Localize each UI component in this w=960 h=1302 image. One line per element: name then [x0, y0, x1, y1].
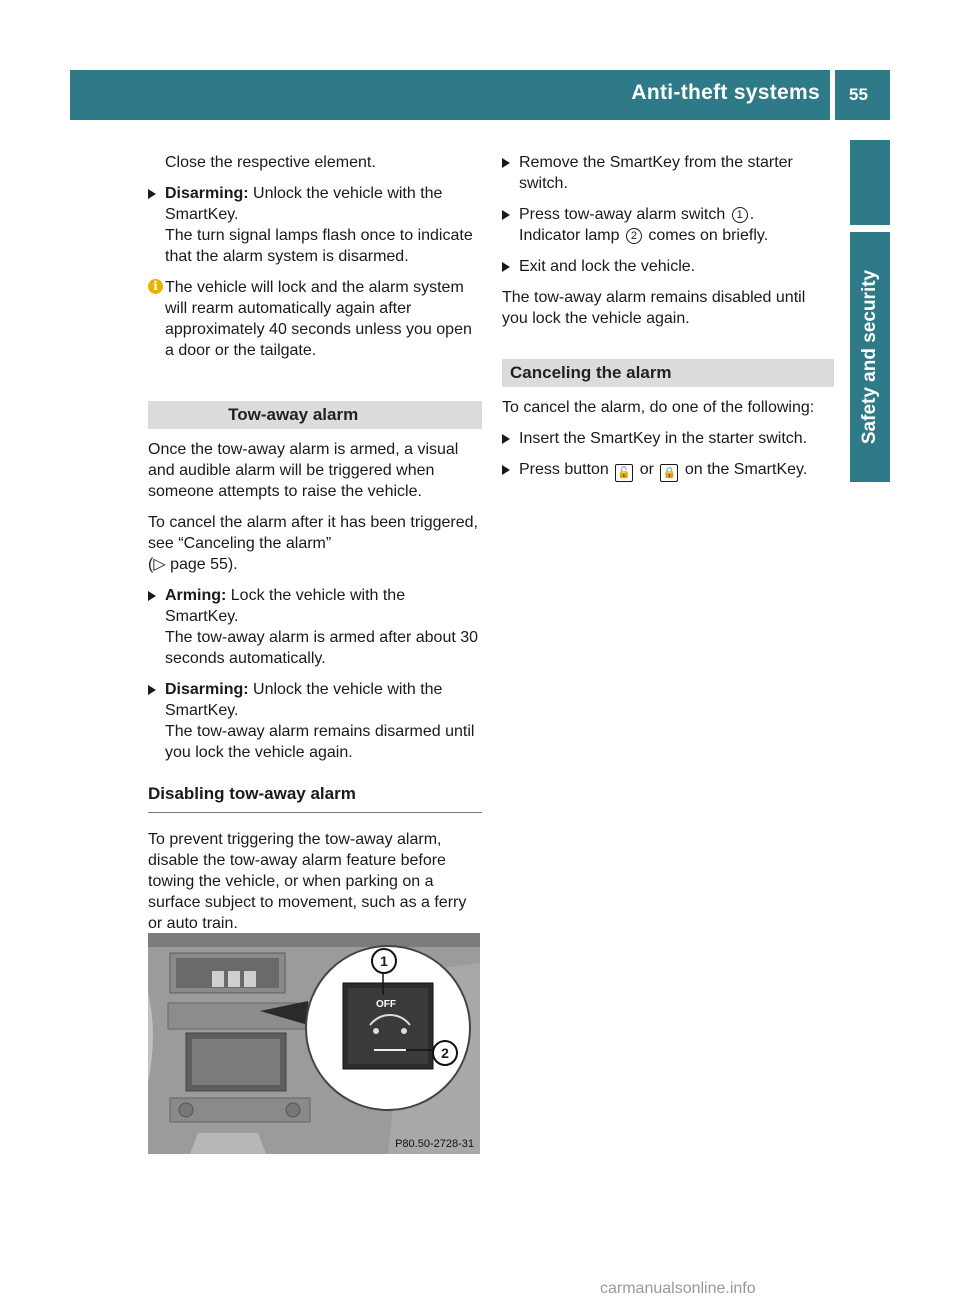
page-header: [70, 70, 830, 120]
dashboard-figure: [148, 933, 480, 1154]
step-text: comes on briefly.: [643, 227, 769, 244]
step-text: or: [635, 461, 659, 478]
step-press-button: [502, 459, 834, 482]
info-icon: i: [148, 279, 163, 294]
callout-1: 1: [371, 948, 397, 974]
step-press-switch: [502, 204, 834, 246]
step-result: The tow-away alarm remains disarmed until you lock the vehicle again.: [165, 723, 475, 761]
step-text: Press tow-away alarm switch: [519, 206, 730, 223]
step-text: Indicator lamp: [519, 227, 624, 244]
section-heading-text: Tow-away alarm: [228, 405, 359, 424]
section-heading-tow-away: [148, 401, 482, 429]
step-arrow-icon: [502, 262, 510, 272]
step-disarming-tow: [148, 679, 482, 763]
section-heading-text: Canceling the alarm: [510, 363, 672, 382]
page-reference-link[interactable]: (▷ page 55).: [148, 556, 238, 573]
step-text: .: [749, 206, 755, 223]
figure-code: P80.50-2728-31: [395, 1138, 474, 1150]
side-tab: [850, 232, 890, 482]
step-arrow-icon: [502, 434, 510, 444]
step-label: Disarming:: [165, 681, 249, 698]
page-number-box: [835, 70, 890, 120]
step-result: The tow-away alarm is armed after about 30 seconds automatically.: [165, 629, 479, 667]
step-text: on the SmartKey.: [680, 461, 808, 478]
step-text: Lock the vehicle with the SmartKey.: [165, 587, 406, 625]
side-tab-label: Safety and security: [859, 269, 880, 445]
step-arming: [148, 585, 482, 669]
page-number: 55: [849, 85, 868, 104]
tow-paragraph-1: Once the tow-away alarm is armed, a visual and audible alarm will be triggered when someone attempts to raise the vehicle.: [148, 441, 459, 500]
step-text: Unlock the vehicle with the SmartKey.: [165, 681, 443, 719]
footer-watermark: carmanualsonline.info: [600, 1280, 756, 1297]
step-text: Remove the SmartKey from the starter switch.: [519, 154, 793, 192]
step-text: Unlock the vehicle with the SmartKey.: [165, 185, 443, 223]
section-heading-canceling: [502, 359, 834, 387]
step-result: The turn signal lamps flash once to indicate that the alarm system is disarmed.: [165, 227, 473, 265]
tow-paragraph-2: [148, 512, 482, 575]
disabled-note: The tow-away alarm remains disabled until you lock the vehicle again.: [502, 289, 806, 327]
cancel-intro: To cancel the alarm, do one of the following:: [502, 399, 815, 416]
step-arrow-icon: [148, 591, 156, 601]
step-insert-key: [502, 428, 834, 449]
dashboard-illustration: [148, 933, 480, 1154]
tow-paragraph-2-text: To cancel the alarm after it has been triggered, see “Canceling the alarm”: [148, 514, 478, 552]
step-remove-key: [502, 152, 834, 194]
step-arrow-icon: [502, 210, 510, 220]
step-arrow-icon: [502, 158, 510, 168]
info-note: [148, 277, 482, 361]
step-exit-lock: [502, 256, 834, 277]
chapter-title: Anti-theft systems: [631, 81, 820, 104]
step-text: Exit and lock the vehicle.: [519, 258, 696, 275]
step-arrow-icon: [148, 189, 156, 199]
step-arrow-icon: [148, 685, 156, 695]
step-text: Press button: [519, 461, 614, 478]
lock-icon: 🔒: [660, 464, 678, 482]
subheading-disabling: Disabling tow-away alarm: [148, 783, 482, 813]
step-label: Disarming:: [165, 185, 249, 202]
step-arrow-icon: [502, 465, 510, 475]
callout-ref-1: 1: [732, 207, 748, 223]
left-column: [148, 152, 482, 944]
step-label: Arming:: [165, 587, 227, 604]
side-tab-marker: [850, 140, 890, 225]
callout-ref-2: 2: [626, 228, 642, 244]
note-text: The vehicle will lock and the alarm system will rearm automatically again after approximately 40 seconds unless you open a door or the tailgate.: [165, 279, 472, 359]
step-disarming: [148, 183, 482, 267]
unlock-icon: 🔓: [615, 464, 633, 482]
step-text: Insert the SmartKey in the starter switch.: [519, 430, 808, 447]
right-column: [502, 152, 834, 492]
intro-close-text: Close the respective element.: [165, 154, 376, 171]
switch-off-label: OFF: [376, 999, 396, 1010]
disable-paragraph: To prevent triggering the tow-away alarm, disable the tow-away alarm feature before towing the vehicle, or when parking on a surface subject to movement, such as a ferry or auto train.: [148, 831, 467, 932]
callout-2: 2: [432, 1040, 458, 1066]
